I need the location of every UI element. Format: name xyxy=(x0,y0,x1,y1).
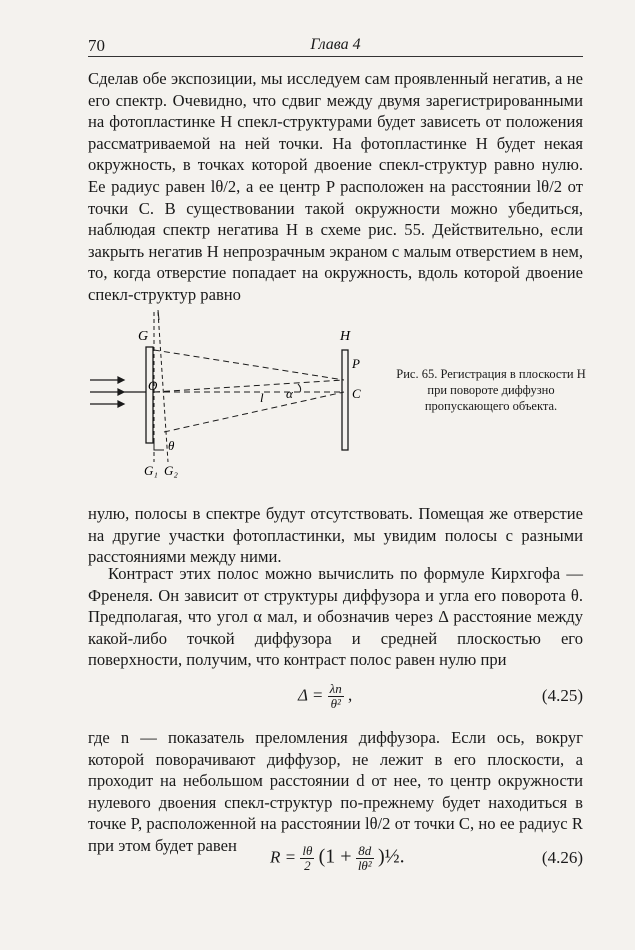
ray-to-p xyxy=(154,350,344,380)
paragraph-4: где n — показатель преломления диффузора. Если ось, вокруг которой поворачивают диффузор, не лежит в его плоскости, а проходит на небольшом расстоянии d от нее, то центр окружности нулевого двоения спекл-структур по-прежнему будет находиться в точке P, расположенной на расстоянии lθ/2 от точки C, но ее радиус R при этом будет равен xyxy=(88,728,583,855)
label-p: P xyxy=(352,356,360,371)
label-g2: G₂ xyxy=(164,463,178,478)
page-header xyxy=(88,34,583,57)
label-o: O xyxy=(148,378,158,393)
label-c: C xyxy=(352,386,361,401)
eq1-denominator: θ² xyxy=(330,696,341,711)
equation-formula xyxy=(270,844,405,873)
eq2-numerator-2: 8d xyxy=(356,844,374,859)
label-g: G xyxy=(138,329,149,344)
ray-lower xyxy=(164,392,344,432)
eq2-fraction-2 xyxy=(356,844,374,873)
incident-arrows xyxy=(90,377,146,407)
equation-number: (4.25) xyxy=(541,686,583,705)
diffuser-plate xyxy=(146,347,153,443)
paragraph-2: нулю, полосы в спектре будут отсутствовать. Помещая же отверстие на другие участки фотопластинки, мы увидим полосы с разными расстояниями между ними. xyxy=(88,504,583,567)
equation-4-25 xyxy=(88,678,583,712)
alpha-arc xyxy=(298,384,301,392)
eq1-numerator: λn xyxy=(329,681,342,696)
eq2-fraction-1 xyxy=(300,844,314,873)
page-number: 70 xyxy=(88,36,105,55)
label-g1: G₁ xyxy=(144,463,158,478)
caption-text: Регистрация в плоскости H при повороте диффузно пропускающего объекта. xyxy=(424,367,586,413)
paragraph-1: Сделав обе экспозиции, мы исследуем сам проявленный негатив, а не его спектр. Очевидно, что сдвиг между двумя зарегистрированными на фотопластинке H спекл-структурами будет зависеть от положения рассматриваемой на ней точки. На фотопластинке H будет некая окружность, в точках которой двоение спекл-структур равно нулю. Ее радиус равен lθ/2, а ее центр P расположен на расстоянии lθ/2 от точки C. В существовании такой окружности можно убедиться, наблюдая спектр негатива H в схеме рис. 55. Действительно, если закрыть негатив H непрозрачным экраном с малым отверстием в нем, то, когда отверстие попадает на окружность, вдоль которой двоение спекл-структур равно xyxy=(88,69,583,304)
label-alpha: α xyxy=(286,386,293,401)
chapter-title: Глава 4 xyxy=(310,36,361,53)
eq2-denominator-2: lθ² xyxy=(357,858,372,873)
equation-formula xyxy=(298,682,352,711)
eq2-denominator-1: 2 xyxy=(304,858,311,873)
figure-caption xyxy=(396,366,586,414)
label-h: H xyxy=(340,329,351,344)
equation-4-26 xyxy=(88,840,583,880)
tick-top xyxy=(158,310,159,320)
label-theta: θ xyxy=(168,438,175,453)
label-l: l xyxy=(260,390,264,405)
caption-label: Рис. 65. xyxy=(396,367,438,381)
figure-diagram xyxy=(88,300,388,490)
figure-65 xyxy=(88,300,388,490)
eq2-middle: (1 + xyxy=(318,845,352,868)
ray-alpha xyxy=(154,380,344,392)
theta-bracket xyxy=(154,440,164,450)
eq2-lhs: R = xyxy=(270,847,297,867)
tilted-plane-g2 xyxy=(158,312,168,462)
eq2-numerator-1: lθ xyxy=(302,843,313,858)
eq1-lhs: Δ = xyxy=(298,685,324,705)
eq2-tail: )½. xyxy=(377,845,405,868)
eq1-fraction xyxy=(328,682,344,711)
eq1-tail: , xyxy=(348,685,353,705)
photoplate-h xyxy=(342,350,348,450)
paragraph-3: Контраст этих полос можно вычислить по формуле Кирхгофа — Френеля. Он зависит от структуры диффузора и угла его поворота θ. Предполагая, что угол α мал, и обозначив через Δ расстояние между какой-либо точкой диффузора и средней плоскостью его поверхности, получим, что контраст полос равен нулю при xyxy=(88,564,583,670)
equation-number: (4.26) xyxy=(541,848,583,867)
